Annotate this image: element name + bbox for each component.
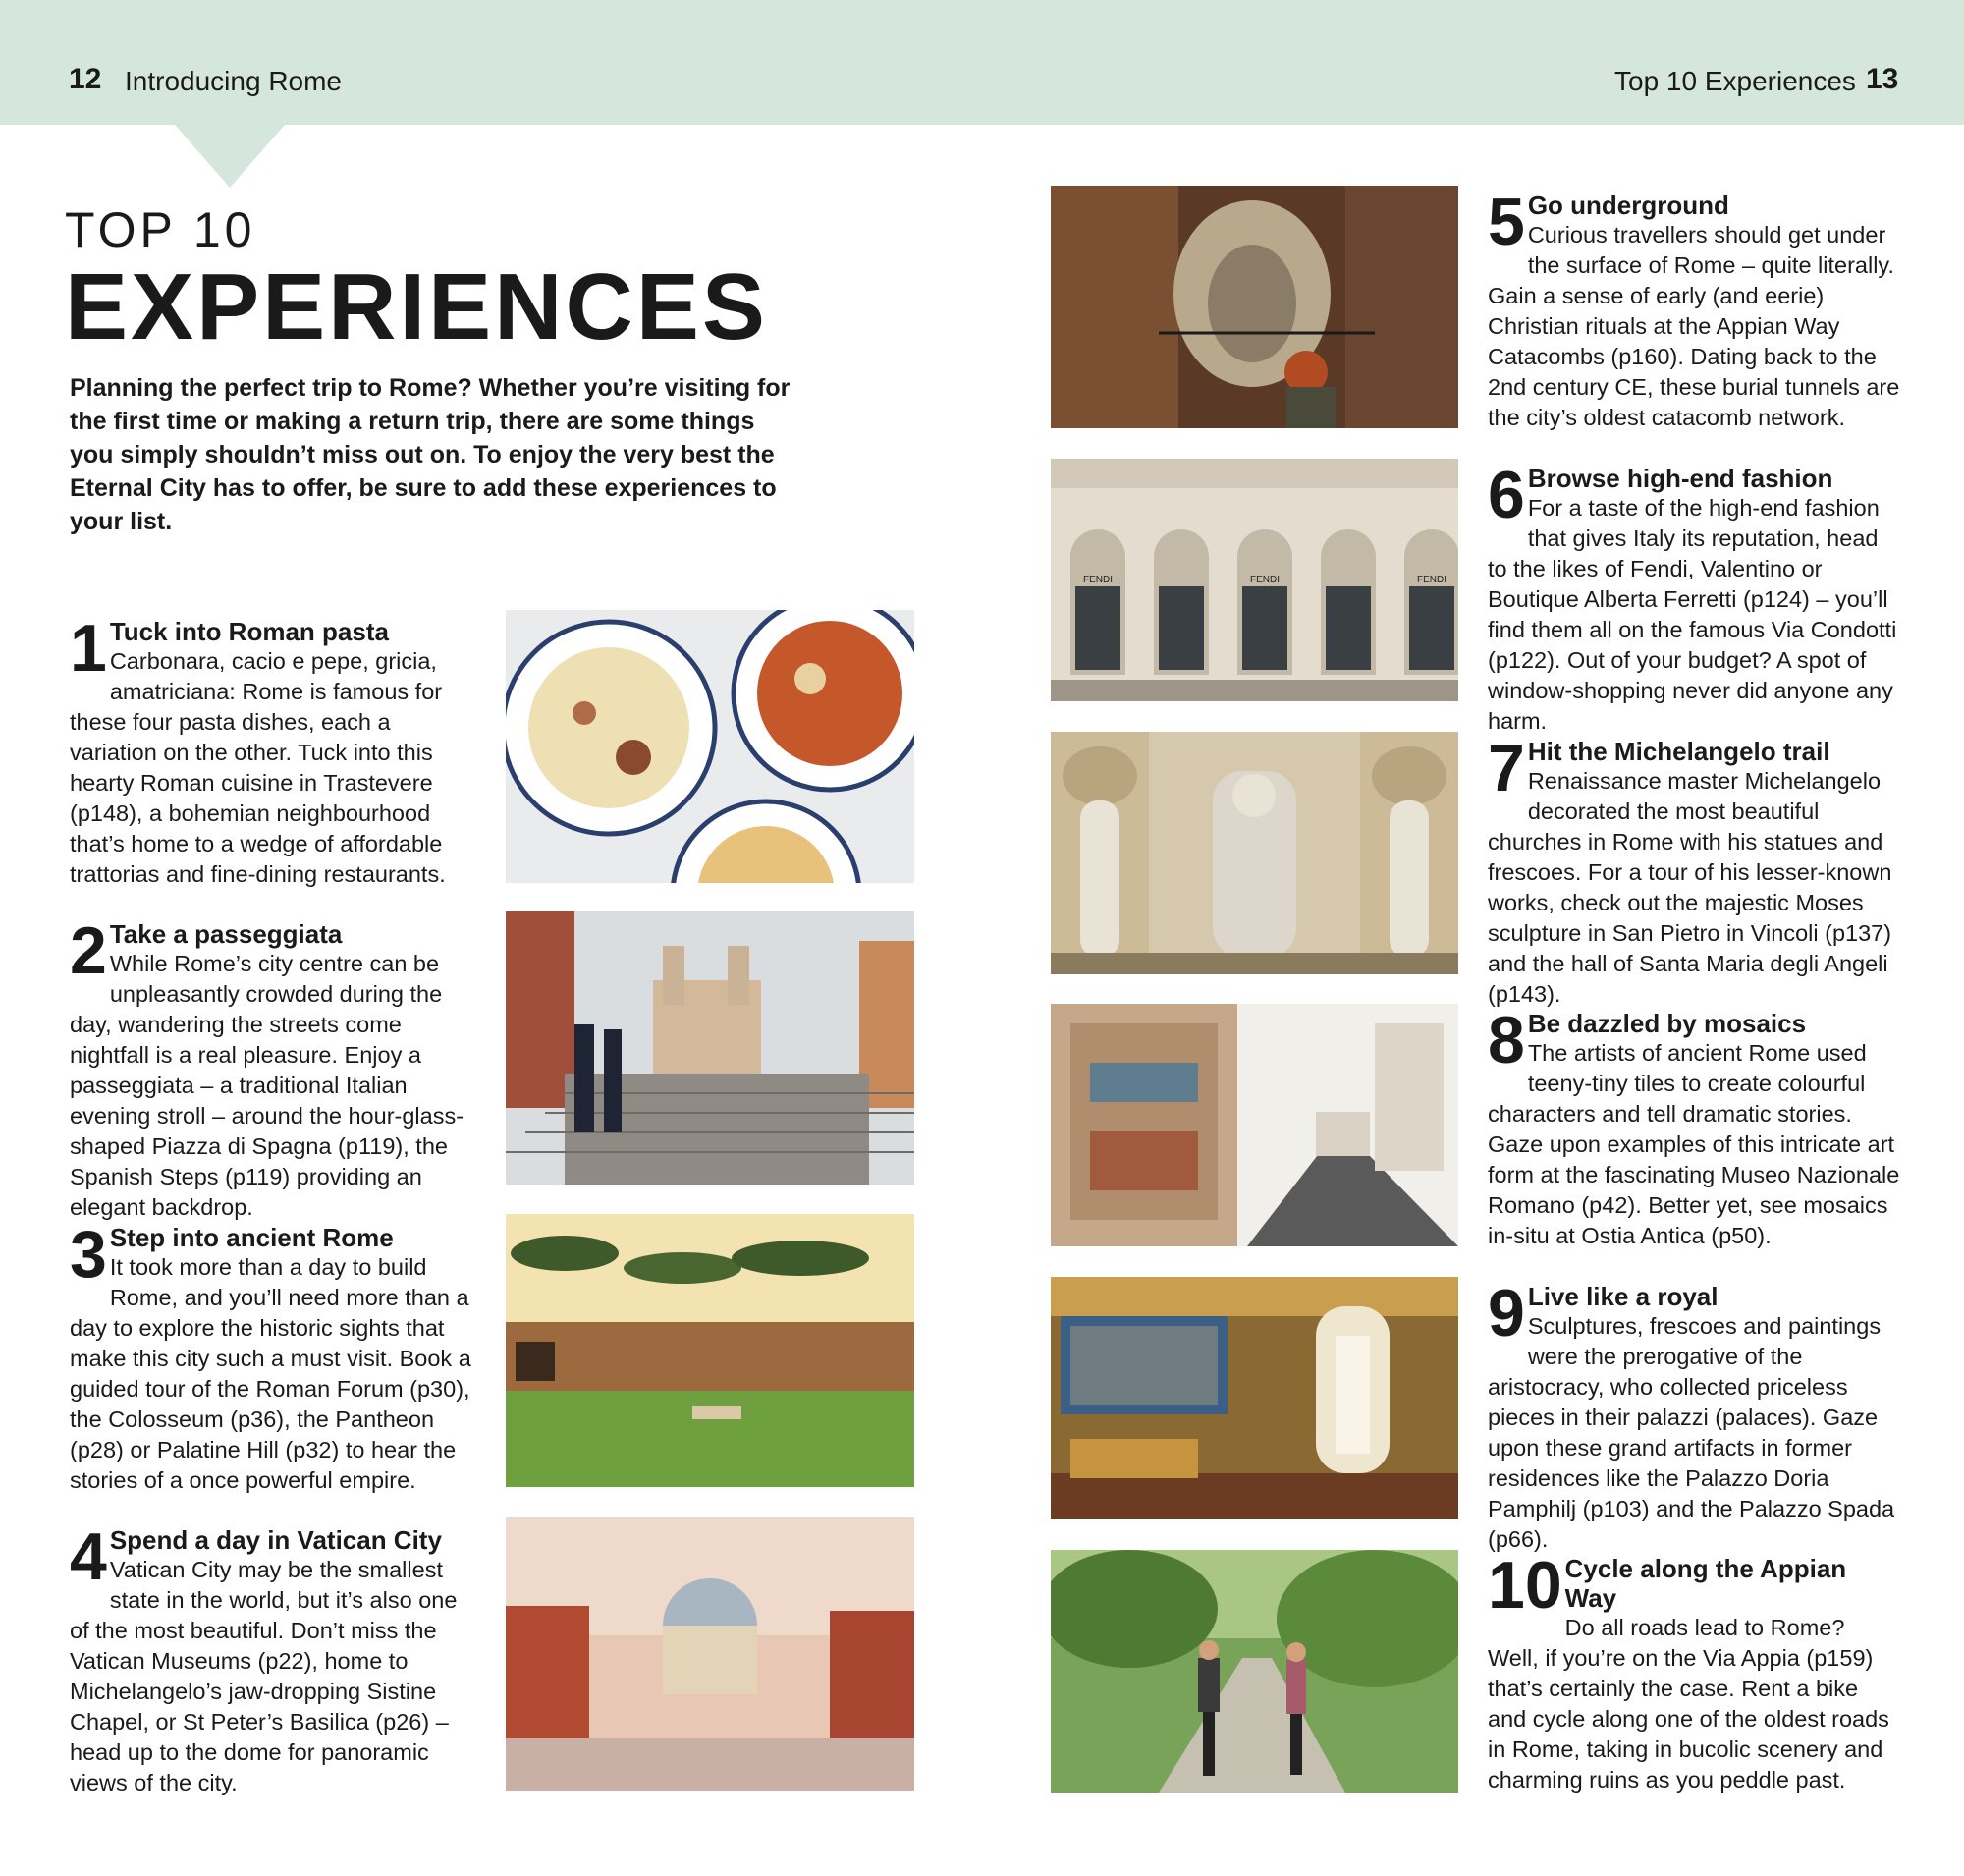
item-text: While Rome’s city centre can be unpleasantly crowded during the day, wandering the streets come nightfall is a real pleasure. Enjoy a passeggiata – a traditional Italian evening stroll – around the hour-glass-shaped Piazza di Spagna (p119), the Spanish Steps (p119) providing an elegant backdrop. [70,951,464,1220]
fendi-sign: FENDI [1083,575,1113,585]
header-notch [175,125,285,188]
item-title: Be dazzled by mosaics [1527,1009,1807,1038]
fendi-storefront-photo [1051,459,1458,701]
experience-item-9 [1488,1276,1900,1555]
item-title: Take a passeggiata [109,919,343,949]
pasta-bowls-photo [506,610,914,883]
experience-item-8 [1488,1003,1900,1251]
item-title: Spend a day in Vatican City [109,1525,442,1555]
item-number: 10 [1488,1548,1562,1623]
item-number: 4 [70,1519,107,1594]
moses-sculpture-photo [1051,732,1458,974]
right-page-number: 13 [1866,63,1899,95]
right-page-title: Top 10 Experiences [1614,66,1856,96]
headline-top: TOP 10 [65,202,256,257]
item-title: Live like a royal [1527,1282,1718,1311]
experience-item-4 [70,1519,472,1798]
page-header [0,0,1964,125]
item-number: 2 [70,913,107,988]
item-text: The artists of ancient Rome used teeny-tiny tiles to create colourful characters and tell dramatic stories. Gaze upon examples of this intricate art form at the fascinating Museo Nazionale Romano (p42). Better yet, see mosaics in-situ at Ostia Antica (p50). [1488,1040,1900,1248]
headline-main: EXPERIENCES [65,254,768,359]
intro-paragraph: Planning the perfect trip to Rome? Whether you’re visiting for the first time or making a return trip, there are some things you simply shouldn’t miss out on. To enjoy the very best the Eternal City has to offer, be sure to add these experiences to your list. [70,374,791,535]
catacombs-photo [1051,186,1458,428]
appian-way-cyclists-photo [1051,1550,1458,1793]
item-title: Browse high-end fashion [1527,464,1833,493]
item-number: 5 [1488,185,1525,259]
fendi-sign: FENDI [1250,575,1280,585]
left-page-title: Introducing Rome [125,66,343,96]
item-title: Hit the Michelangelo trail [1527,737,1830,766]
experience-item-3 [70,1217,472,1496]
palatine-ruins-photo [506,1214,914,1487]
mosaic-gallery-photo [1051,1004,1458,1246]
item-number: 9 [1488,1276,1525,1351]
experience-item-10 [1488,1548,1900,1795]
item-text: Vatican City may be the smallest state in the world, but it’s also one of the most beautiful. Don’t miss the Vatican Museums (p22), home to Michelangelo’s jaw-dropping Sistine Chapel, or St Peter’s Basilica (p26) – head up to the dome for panoramic views of the city. [70,1557,458,1795]
experience-item-2 [70,913,472,1223]
item-number: 3 [70,1217,107,1292]
st-peters-basilica-photo [506,1517,914,1791]
experience-item-1 [70,611,472,890]
item-text: For a taste of the high-end fashion that gives Italy its reputation, head to the likes of Fendi, Valentino or Boutique Alberta Ferretti (p124) – you’ll find them all on the famous Via Condotti (p122). Out of your budget? A spot of window-shopping never did anyone any harm. [1488,495,1897,734]
item-title: Tuck into Roman pasta [109,617,389,646]
item-number: 1 [70,611,107,686]
item-title: Go underground [1527,191,1729,220]
experience-item-7 [1488,731,1900,1010]
item-number: 8 [1488,1003,1525,1077]
item-text: It took more than a day to build Rome, and you’ll need more than a day to explore the historic sights that make this city such a must visit. Book a guided tour of the Roman Forum (p30), the Colosseum (p36), the Pantheon (p28) or Palatine Hill (p32) to hear the stories of a once powerful empire. [70,1254,471,1493]
item-number: 6 [1488,458,1525,532]
item-title: Step into ancient Rome [109,1223,394,1252]
experience-item-5 [1488,185,1900,433]
item-text: Do all roads lead to Rome? Well, if you’re on the Via Appia (p159) that’s certainly the case. Rent a bike and cycle along one of the oldest roads in Rome, taking in bucolic scenery and charming ruins as you peddle past. [1488,1615,1889,1793]
experience-item-6 [1488,458,1900,737]
palazzo-gallery-photo [1051,1277,1458,1519]
left-page-number: 12 [69,63,102,95]
fendi-sign: FENDI [1417,575,1446,585]
item-title: Cycle along the Appian Way [1564,1554,1847,1613]
item-number: 7 [1488,731,1525,805]
item-text: Sculptures, frescoes and paintings were the prerogative of the aristocracy, who collected priceless pieces in their palazzi (palaces). Gaze upon these grand artifacts in former residences like the Palazzo Doria Pamphilj (p103) and the Palazzo Spada (p66). [1488,1313,1895,1552]
spanish-steps-photo [506,911,914,1185]
item-text: Renaissance master Michelangelo decorated the most beautiful churches in Rome with his statues and frescoes. For a tour of his lesser-known works, check out the majestic Moses sculpture in San Pietro in Vincoli (p137) and the hall of Santa Maria degli Angeli (p143). [1488,768,1892,1007]
item-text: Curious travellers should get under the surface of Rome – quite literally. Gain a sense of early (and eerie) Christian rituals at the Appian Way Catacombs (p160). Dating back to the 2nd century CE, these burial tunnels are the city’s oldest catacomb network. [1488,222,1900,430]
item-text: Carbonara, cacio e pepe, gricia, amatriciana: Rome is famous for these four pasta dishes, each a variation on the other. Tuck into this hearty Roman cuisine in Trastevere (p148), a bohemian neighbourhood that’s home to a wedge of affordable trattorias and fine-dining restaurants. [70,648,446,887]
